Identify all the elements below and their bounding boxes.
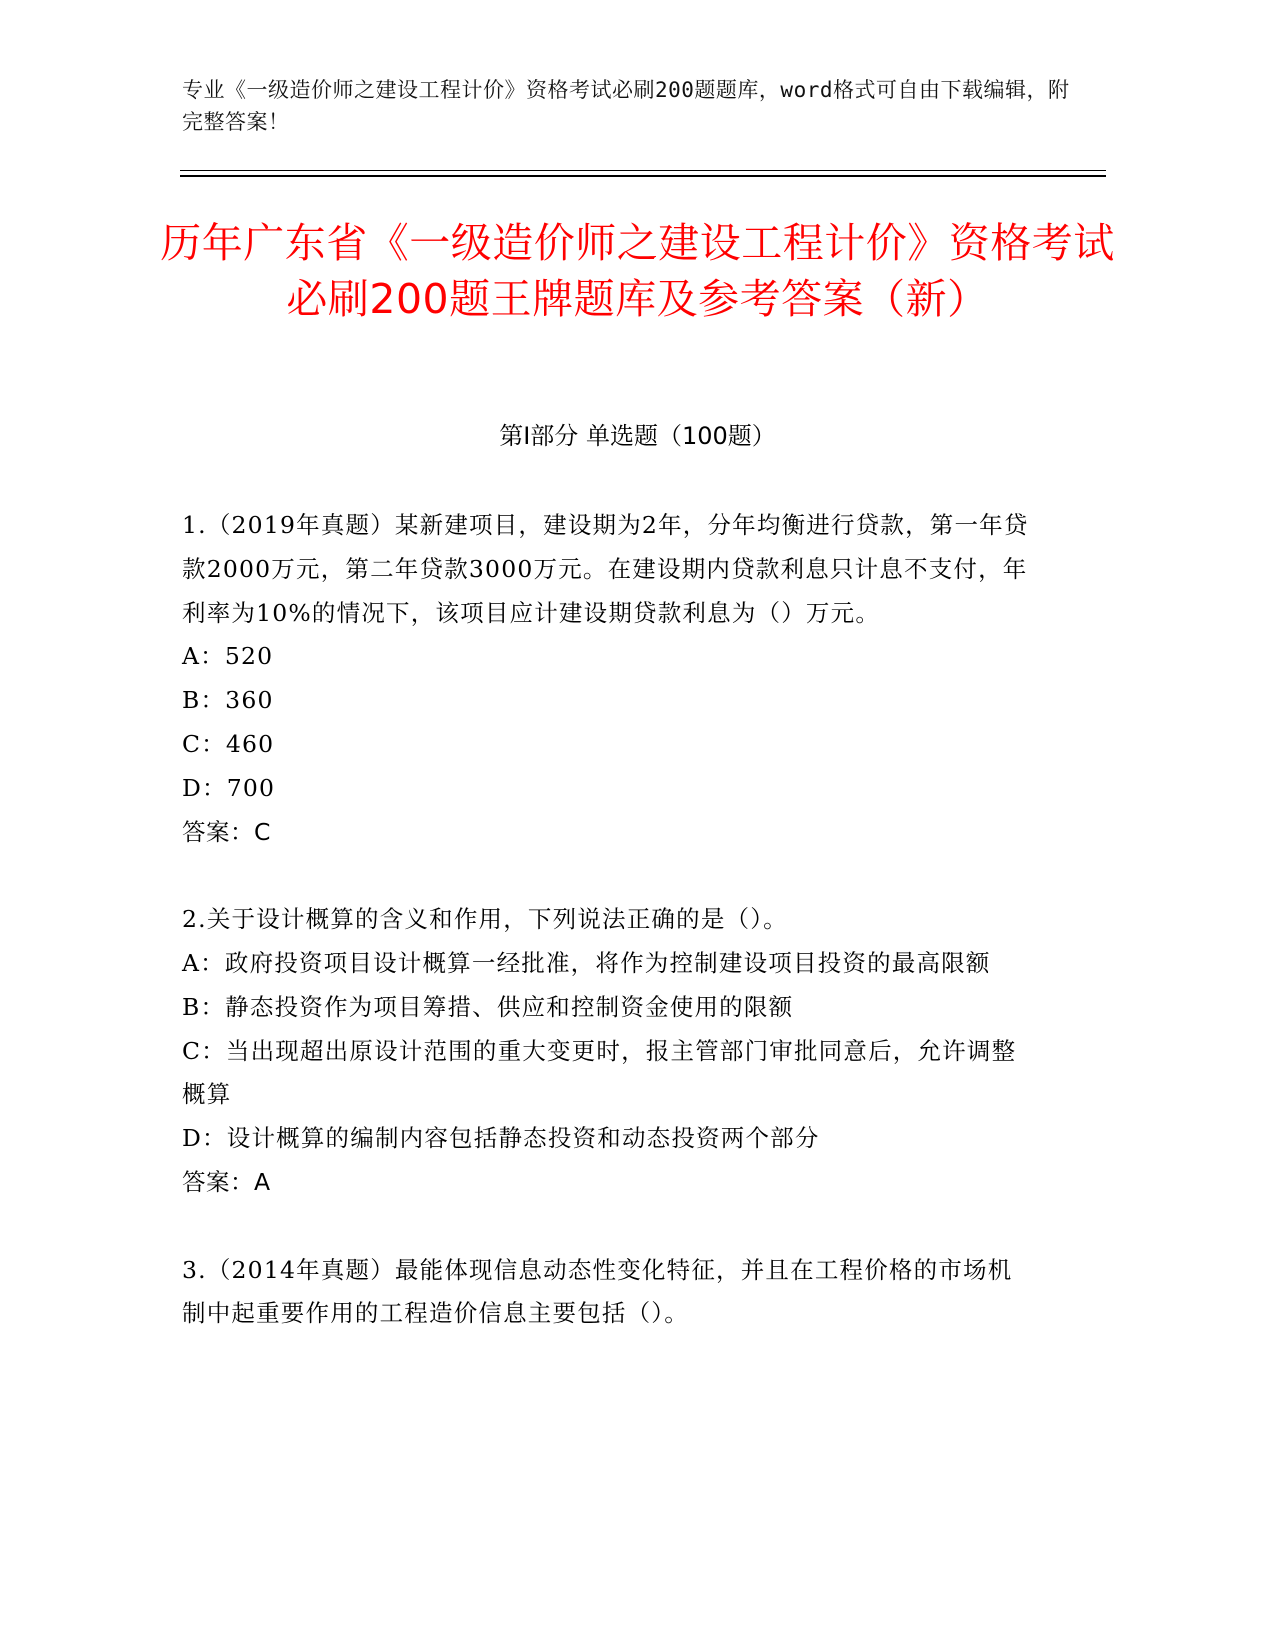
header-note: 专业《一级造价师之建设工程计价》资格考试必刷200题题库，word格式可自由下载编辑，附完整答案！ [182, 78, 1070, 134]
option-b: B：360 [182, 686, 274, 715]
option-c: C：460 [182, 729, 275, 758]
question-2 [182, 898, 1032, 1205]
question-list [182, 504, 1032, 1380]
question-stem: 1.（2019年真题）某新建项目，建设期为2年，分年均衡进行贷款，第一年贷款2000万元，第二年贷款3000万元。在建设期内贷款利息只计息不支付，年利率为10%的情况下，该项目应计建设期贷款利息为（）万元。 [182, 511, 1029, 627]
question-1 [182, 504, 1032, 854]
header-rule-thin [180, 170, 1106, 171]
section-heading: 第I部分 单选题（100题） [499, 422, 776, 450]
option-d: D：设计概算的编制内容包括静态投资和动态投资两个部分 [182, 1124, 820, 1153]
option-a: A：政府投资项目设计概算一经批准，将作为控制建设项目投资的最高限额 [182, 948, 991, 977]
question-stem: 2.关于设计概算的含义和作用，下列说法正确的是（）。 [182, 905, 788, 934]
option-c: C：当出现超出原设计范围的重大变更时，报主管部门审批同意后，允许调整概算 [182, 1036, 1017, 1109]
option-a: A：520 [182, 642, 274, 671]
question-stem: 3.（2014年真题）最能体现信息动态性变化特征，并且在工程价格的市场机制中起重要作用的工程造价信息主要包括（）。 [182, 1255, 1013, 1328]
answer: 答案：A [182, 1167, 271, 1196]
option-d: D：700 [182, 773, 276, 802]
header-rule-thick [180, 175, 1106, 177]
document-title: 历年广东省《一级造价师之建设工程计价》资格考试必刷200题王牌题库及参考答案（新） [160, 219, 1115, 323]
answer: 答案：C [182, 817, 271, 846]
question-3 [182, 1249, 1032, 1337]
option-b: B：静态投资作为项目筹措、供应和控制资金使用的限额 [182, 992, 794, 1021]
